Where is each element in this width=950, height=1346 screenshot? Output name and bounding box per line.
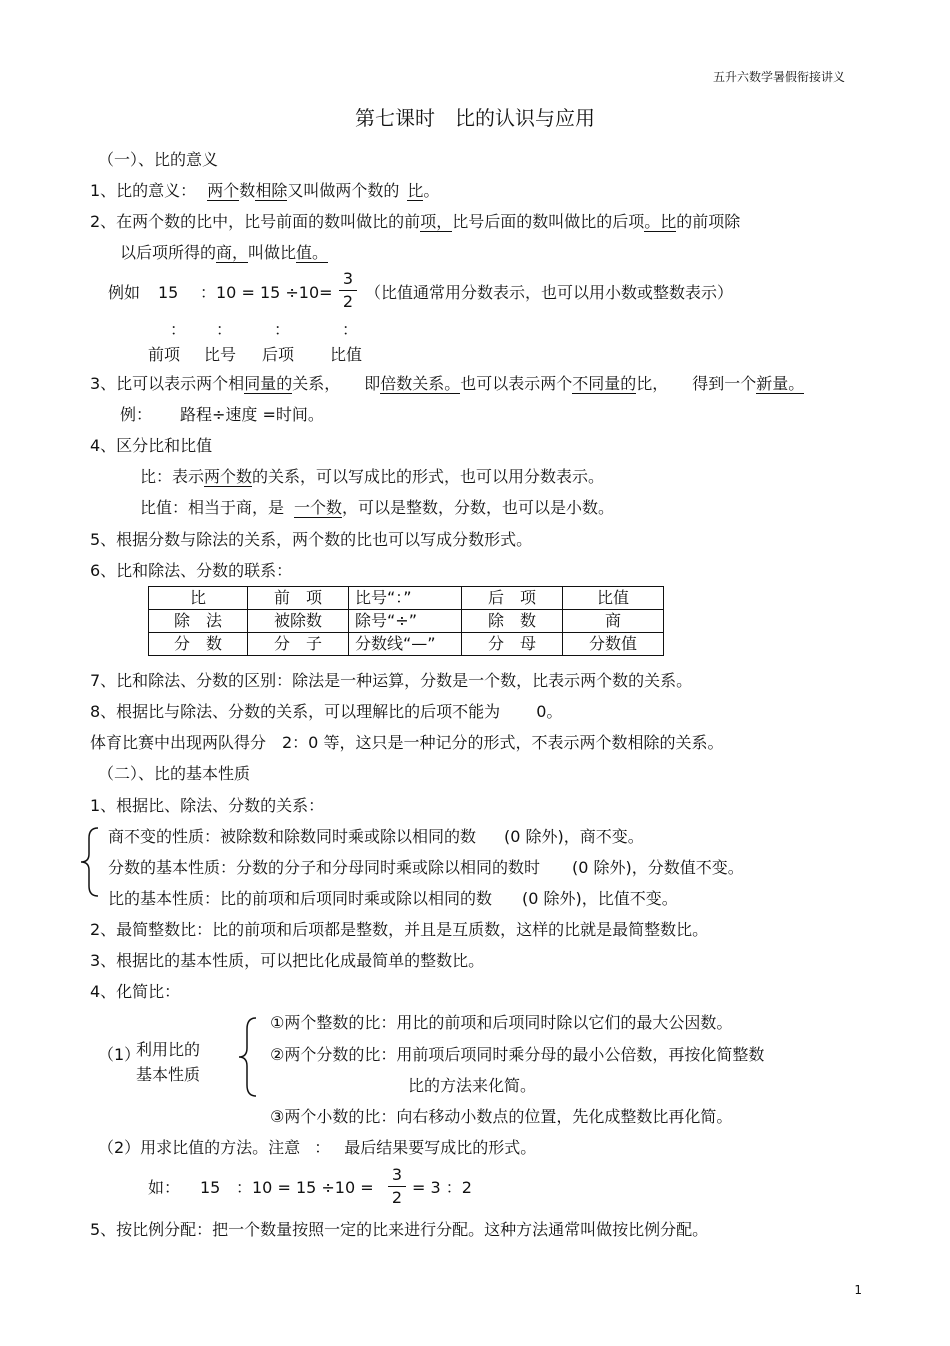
table-cell: 分数值 [563, 633, 664, 656]
text: (0 除外)，商不变。 [504, 827, 644, 846]
text: 0。 [536, 702, 563, 721]
blank-new-quantity: 新量。 [756, 374, 805, 393]
table-cell: 后 项 [462, 587, 563, 610]
table-cell: 分数线“—” [349, 633, 462, 656]
label-ratio-sign: 比号 [204, 345, 237, 364]
text: 路程÷速度 =时间。 [180, 405, 324, 424]
example-note: （比值通常用分数表示，也可以用小数或整数表示） [365, 283, 734, 302]
text: 比号后面的数叫做比的后项 [452, 212, 645, 231]
table-cell: 除号“÷” [349, 610, 462, 633]
property-quotient [108, 827, 644, 846]
table-row [149, 610, 664, 633]
text: 3、比可以表示两个相 [90, 374, 245, 393]
method-2-example-expression: ：10 = 15 ÷10 = [236, 1178, 374, 1197]
point-1-prefix: 1、比的意义： [90, 181, 197, 200]
example-antecedent: 15 [158, 283, 179, 302]
property-fraction [108, 858, 744, 877]
text: 。 [423, 181, 440, 200]
blank-multiple-relation: 倍数关系。 [380, 374, 461, 393]
method-2 [98, 1138, 536, 1157]
page-number: 1 [854, 1283, 862, 1297]
text: 8、根据比与除法、分数的关系，可以理解比的后项不能为 [90, 702, 501, 721]
left-brace-icon [78, 826, 100, 898]
method-1-label: （1） [98, 1045, 141, 1064]
text: ，可以是整数，分数，也可以是小数。 [342, 498, 615, 517]
point-4-ratio [140, 467, 604, 486]
text: 的前项除 [676, 212, 741, 231]
point-3 [90, 374, 804, 393]
blank-two: 两个 [207, 181, 240, 200]
text: 又叫做两个数的 [287, 181, 400, 200]
point-4-ratio-value [140, 498, 614, 517]
table-cell: 比值 [563, 587, 664, 610]
page-header: 五升六数学暑假衔接讲义 [712, 70, 845, 84]
blank-consequent: 。比 [644, 212, 677, 231]
point-2-line2 [120, 243, 328, 262]
fraction-numerator: 3 [342, 269, 354, 288]
section2-point-2: 2、最简整数比：比的前项和后项都是整数，并且是互质数，这样的比就是最简整数比。 [90, 920, 709, 939]
text: 比：表示 [140, 467, 205, 486]
method-1-fraction: ②两个分数的比：用前项后项同时乘分母的最小公倍数，再按化简整数 [270, 1045, 765, 1064]
label-antecedent: 前项 [148, 345, 181, 364]
point-3-example [120, 405, 324, 424]
fraction-numerator: 3 [391, 1165, 403, 1184]
method-2-example-antecedent: 15 [200, 1178, 221, 1197]
point-6: 6、比和除法、分数的联系： [90, 561, 293, 580]
section2-point-5: 5、按比例分配：把一个数量按照一定的比来进行分配。这种方法通常叫做按比例分配。 [90, 1220, 709, 1239]
method-1-title-line1: 利用比的 [136, 1040, 201, 1059]
left-brace-icon [236, 1016, 258, 1098]
text: 分数的基本性质：分数的分子和分母同时乘或除以相同的数时 [108, 858, 541, 877]
table-row [149, 633, 664, 656]
text: 关系， 即 [292, 374, 381, 393]
method-1-decimal: ③两个小数的比：向右移动小数点的位置，先化成整数比再化简。 [270, 1107, 733, 1126]
fraction-bar [388, 1186, 406, 1187]
section2-point-1: 1、根据比、除法、分数的关系： [90, 796, 325, 815]
blank-ratio: 比 [407, 181, 424, 200]
blank-divide: 相除 [255, 181, 288, 200]
text: 叫做比 [248, 243, 297, 262]
point-8 [90, 702, 562, 721]
section2-point-4: 4、化简比： [90, 982, 181, 1001]
section2-heading: （二）、比的基本性质 [98, 764, 251, 783]
table-cell: 比号“：” [349, 587, 462, 610]
text: 比的基本性质：比的前项和后项同时乘或除以相同的数 [108, 889, 493, 908]
table-row [149, 587, 664, 610]
text: ： [314, 1138, 331, 1157]
blank-same-quantity: 同量的 [244, 374, 293, 393]
example-expression: ：10 = 15 ÷10= [200, 283, 333, 302]
text: （2）用求比值的方法。注意 [98, 1138, 301, 1157]
fraction-denominator: 2 [342, 292, 354, 312]
fraction-denominator: 2 [391, 1188, 403, 1208]
point-4: 4、区分比和比值 [90, 436, 213, 455]
text: 例： [120, 405, 153, 424]
point-5: 5、根据分数与除法的关系，两个数的比也可以写成分数形式。 [90, 530, 533, 549]
point-2-line1 [90, 212, 740, 231]
table-cell: 分 数 [149, 633, 248, 656]
method-1-title-line2: 基本性质 [136, 1065, 201, 1084]
blank-quotient: 商， [216, 243, 249, 262]
point-1 [90, 181, 439, 200]
text: (0 除外)，比值不变。 [522, 889, 678, 908]
text: 的关系，可以写成比的形式，也可以用分数表示。 [252, 467, 605, 486]
text: 数 [239, 181, 256, 200]
marker: ： [216, 320, 233, 339]
blank-two-numbers: 两个数 [204, 467, 253, 486]
example-fraction [339, 270, 357, 312]
blank-one-number: 一个数 [294, 498, 343, 517]
table-cell: 商 [563, 610, 664, 633]
text: 也可以表示两个 [460, 374, 573, 393]
table-cell: 前 项 [248, 587, 349, 610]
property-ratio [108, 889, 678, 908]
label-consequent: 后项 [262, 345, 295, 364]
point-7: 7、比和除法、分数的区别：除法是一种运算，分数是一个数，比表示两个数的关系。 [90, 671, 693, 690]
point-9: 体育比赛中出现两队得分 2：0 等，这只是一种记分的形式，不表示两个数相除的关系。 [90, 733, 724, 752]
method-2-example-label: 如： [148, 1178, 181, 1197]
method-1-integer: ①两个整数的比：用比的前项和后项同时除以它们的最大公因数。 [270, 1013, 733, 1032]
table-cell: 被除数 [248, 610, 349, 633]
section1-heading: （一）、比的意义 [98, 150, 219, 169]
text: 2、在两个数的比中，比号前面的数叫做比的前 [90, 212, 421, 231]
marker: ： [342, 320, 359, 339]
table-cell: 分 母 [462, 633, 563, 656]
table-cell: 分 子 [248, 633, 349, 656]
text: 商不变的性质：被除数和除数同时乘或除以相同的数 [108, 827, 477, 846]
table-cell: 比 [149, 587, 248, 610]
method-2-example-result: = 3 ：2 [412, 1178, 472, 1197]
table-cell: 除 数 [462, 610, 563, 633]
fraction-bar [339, 290, 357, 291]
lesson-title: 第七课时 比的认识与应用 [355, 106, 595, 130]
blank-antecedent: 项， [420, 212, 453, 231]
text: 以后项所得的 [120, 243, 217, 262]
section2-point-3: 3、根据比的基本性质，可以把比化成最简单的整数比。 [90, 951, 485, 970]
marker: ： [274, 320, 291, 339]
blank-ratio-value: 值。 [296, 243, 329, 262]
relation-table [148, 586, 664, 656]
text: 最后结果要写成比的形式。 [344, 1138, 537, 1157]
text: (0 除外)，分数值不变。 [572, 858, 744, 877]
table-cell: 除 法 [149, 610, 248, 633]
marker: ： [170, 320, 187, 339]
text: 比值：相当于商，是 [140, 498, 285, 517]
example-label: 例如 [108, 283, 141, 302]
blank-different-quantity: 不同量的 [572, 374, 637, 393]
method-2-fraction [388, 1166, 406, 1208]
text: 比， 得到一个 [636, 374, 757, 393]
label-ratio-value: 比值 [330, 345, 363, 364]
method-1-fraction-cont: 比的方法来化简。 [408, 1076, 537, 1095]
